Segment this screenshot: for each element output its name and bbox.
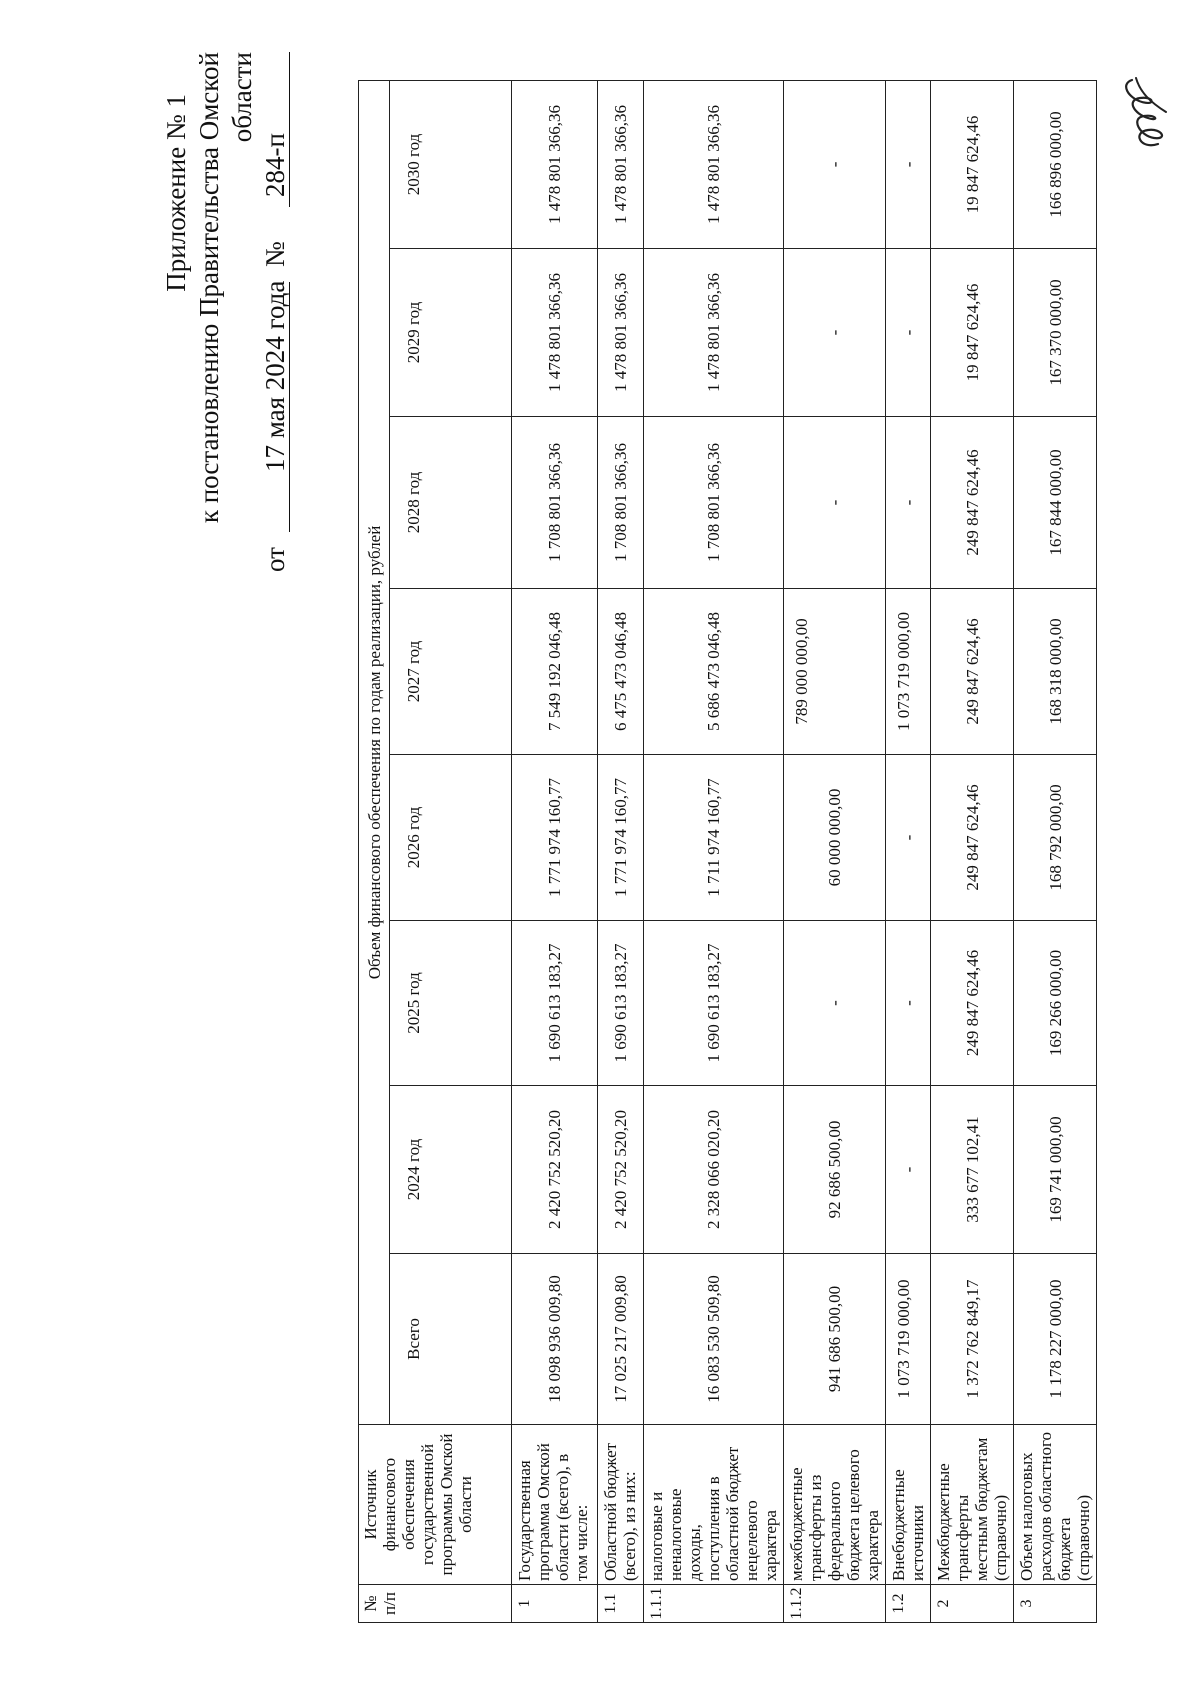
- value-2024: 169 741 000,00: [1014, 1086, 1097, 1254]
- value-2029: 167 370 000,00: [1014, 249, 1097, 417]
- value-2024: -: [886, 1086, 931, 1254]
- value-total: 17 025 217 009,80: [598, 1254, 644, 1425]
- value-2026: 1 771 974 160,77: [512, 755, 598, 921]
- header-num: № п/п: [359, 1585, 512, 1623]
- value-2029: 19 847 624,46: [931, 249, 1014, 417]
- value-2026: -: [886, 755, 931, 921]
- date-number-line: [259, 52, 293, 572]
- value-total: 18 098 936 009,80: [512, 1254, 598, 1425]
- header-year-2026: 2026 год: [390, 755, 512, 921]
- value-2030: 1 478 801 366,36: [512, 80, 598, 248]
- value-2028: 1 708 801 366,36: [644, 417, 784, 589]
- value-2024: 2 420 752 520,20: [512, 1086, 598, 1254]
- header-year-2024: 2024 год: [390, 1086, 512, 1254]
- header-source: Источник финансового обеспечения государственной программы Омской области: [359, 1425, 512, 1585]
- value-2025: -: [784, 921, 886, 1086]
- value-total: 1 372 762 849,17: [931, 1254, 1014, 1425]
- value-2029: 1 478 801 366,36: [512, 249, 598, 417]
- value-2030: -: [886, 80, 931, 248]
- value-2029: 1 478 801 366,36: [644, 249, 784, 417]
- header-volume: Объем финансового обеспечения по годам реализации, рублей: [359, 80, 390, 1424]
- value-2029: -: [784, 249, 886, 417]
- value-2026: 60 000 000,00: [784, 755, 886, 921]
- value-total: 941 686 500,00: [784, 1254, 886, 1425]
- value-2030: -: [784, 80, 886, 248]
- table-row: [644, 80, 784, 1622]
- table-row: [784, 80, 886, 1622]
- value-2028: 1 708 801 366,36: [512, 417, 598, 589]
- row-number: 3: [1014, 1585, 1097, 1623]
- row-number: 2: [931, 1585, 1014, 1623]
- row-number: 1.1.2: [784, 1585, 886, 1623]
- table-row: [931, 80, 1014, 1622]
- row-number: 1: [512, 1585, 598, 1623]
- value-2025: 1 690 613 183,27: [644, 921, 784, 1086]
- resolution-date: 17 мая 2024 года: [260, 280, 290, 472]
- value-2029: 1 478 801 366,36: [598, 249, 644, 417]
- value-2028: 249 847 624,46: [931, 417, 1014, 589]
- value-2027: 1 073 719 000,00: [886, 589, 931, 755]
- table-row: [1014, 80, 1097, 1622]
- value-2027: 7 549 192 046,48: [512, 589, 598, 755]
- financing-table: [358, 80, 1097, 1623]
- value-2026: 168 792 000,00: [1014, 755, 1097, 921]
- from-label: от: [260, 547, 290, 572]
- value-2025: 249 847 624,46: [931, 921, 1014, 1086]
- value-2029: -: [886, 249, 931, 417]
- value-2027: 168 318 000,00: [1014, 589, 1097, 755]
- row-number: 1.1: [598, 1585, 644, 1623]
- header-year-2028: 2028 год: [390, 417, 512, 589]
- value-2025: 169 266 000,00: [1014, 921, 1097, 1086]
- row-source: налоговые и неналоговые доходы, поступления в областной бюджет нецелевого характера: [644, 1425, 784, 1585]
- number-label: №: [260, 241, 290, 267]
- row-source: Областной бюджет (всего), из них:: [598, 1425, 644, 1585]
- value-2024: 92 686 500,00: [784, 1086, 886, 1254]
- value-total: 1 178 227 000,00: [1014, 1254, 1097, 1425]
- header-year-2025: 2025 год: [390, 921, 512, 1086]
- header-total: Всего: [390, 1254, 512, 1425]
- value-2024: 2 420 752 520,20: [598, 1086, 644, 1254]
- row-number: 1.1.1: [644, 1585, 784, 1623]
- header-year-2027: 2027 год: [390, 589, 512, 755]
- resolution-number: 284-п: [260, 133, 290, 197]
- row-source: Внебюджетные источники: [886, 1425, 931, 1585]
- value-2025: 1 690 613 183,27: [512, 921, 598, 1086]
- row-source: Государственная программа Омской области (всего), в том числе:: [512, 1425, 598, 1585]
- value-2030: 19 847 624,46: [931, 80, 1014, 248]
- resolution-reference: к постановлению Правительства Омской области: [194, 52, 257, 524]
- row-number: 1.2: [886, 1585, 931, 1623]
- header-year-2030: 2030 год: [390, 80, 512, 248]
- value-2028: 167 844 000,00: [1014, 417, 1097, 589]
- handwritten-signature: [1110, 72, 1180, 152]
- value-2024: 333 677 102,41: [931, 1086, 1014, 1254]
- header-year-2029: 2029 год: [390, 249, 512, 417]
- value-2025: -: [886, 921, 931, 1086]
- value-2026: 1 771 974 160,77: [598, 755, 644, 921]
- value-2027: 789 000 000,00: [784, 589, 886, 755]
- value-2027: 249 847 624,46: [931, 589, 1014, 755]
- table-row: [886, 80, 931, 1622]
- row-source: Межбюджетные трансферты местным бюджетам (справочно): [931, 1425, 1014, 1585]
- appendix-title: Приложение № 1: [161, 94, 191, 292]
- value-2028: 1 708 801 366,36: [598, 417, 644, 589]
- resolution-header: [160, 52, 293, 572]
- value-2025: 1 690 613 183,27: [598, 921, 644, 1086]
- value-2030: 1 478 801 366,36: [598, 80, 644, 248]
- value-2026: 249 847 624,46: [931, 755, 1014, 921]
- row-source: межбюджетные трансферты из федерального бюджета целевого характера: [784, 1425, 886, 1585]
- value-2026: 1 711 974 160,77: [644, 755, 784, 921]
- value-2027: 6 475 473 046,48: [598, 589, 644, 755]
- value-2030: 1 478 801 366,36: [644, 80, 784, 248]
- value-2027: 5 686 473 046,48: [644, 589, 784, 755]
- value-total: 16 083 530 509,80: [644, 1254, 784, 1425]
- value-2030: 166 896 000,00: [1014, 80, 1097, 248]
- table-row: [512, 80, 598, 1622]
- value-total: 1 073 719 000,00: [886, 1254, 931, 1425]
- value-2024: 2 328 066 020,20: [644, 1086, 784, 1254]
- table-row: [598, 80, 644, 1622]
- value-2028: -: [886, 417, 931, 589]
- value-2028: -: [784, 417, 886, 589]
- row-source: Объем налоговых расходов областного бюджета (справочно): [1014, 1425, 1097, 1585]
